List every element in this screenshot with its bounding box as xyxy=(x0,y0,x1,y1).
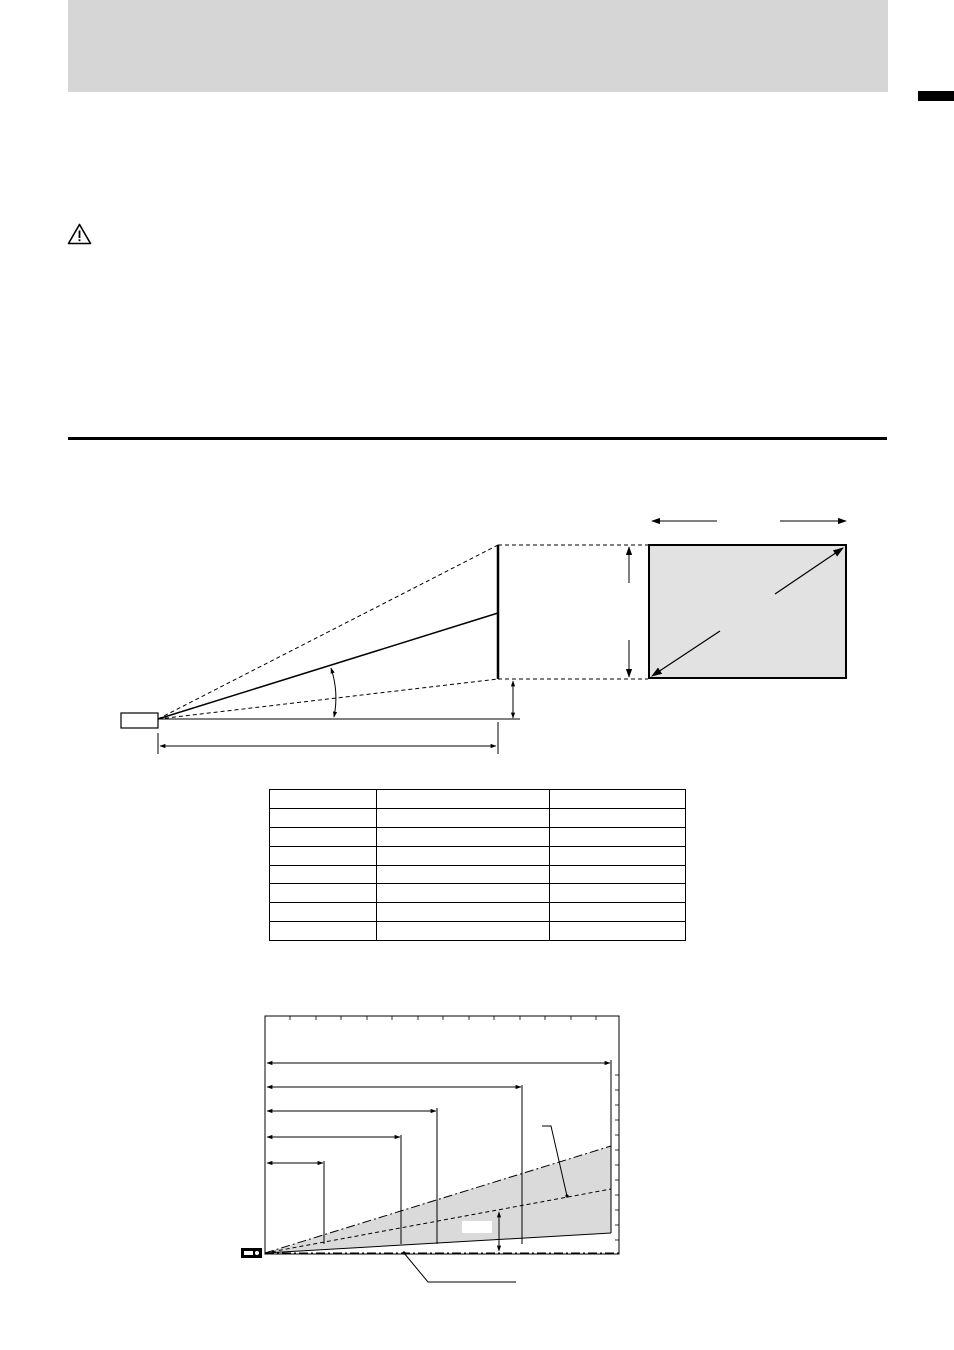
spec-table xyxy=(269,789,686,941)
projector-icon xyxy=(241,1248,262,1258)
table-row xyxy=(270,846,686,865)
table-cell xyxy=(270,790,377,809)
side-view-diagram xyxy=(121,545,648,754)
table-cell xyxy=(377,827,550,846)
table-cell xyxy=(550,808,686,827)
table-row xyxy=(270,827,686,846)
table-cell xyxy=(270,808,377,827)
projection-angle-arc xyxy=(331,668,336,717)
table-row xyxy=(270,922,686,941)
screen-front-view xyxy=(649,521,846,678)
table-cell xyxy=(377,846,550,865)
table-cell xyxy=(270,903,377,922)
table-row xyxy=(270,865,686,884)
table-cell xyxy=(377,922,550,941)
table-cell xyxy=(550,865,686,884)
table-cell xyxy=(270,846,377,865)
table-cell xyxy=(270,922,377,941)
chart-label-box xyxy=(462,1221,492,1233)
baseline-leader-dot xyxy=(402,1251,405,1254)
table-cell xyxy=(377,884,550,903)
table-row xyxy=(270,808,686,827)
table-cell xyxy=(270,884,377,903)
chart-right-ticks xyxy=(615,1075,619,1240)
baseline-leader xyxy=(404,1253,516,1282)
beam-center-line xyxy=(158,613,498,719)
center-line-leader-dot xyxy=(565,1194,568,1197)
table-cell xyxy=(550,846,686,865)
chart-top-ticks xyxy=(290,1016,596,1020)
table-row xyxy=(270,903,686,922)
table-cell xyxy=(550,790,686,809)
table-cell xyxy=(377,865,550,884)
table-cell xyxy=(550,884,686,903)
table-cell xyxy=(270,827,377,846)
table-cell xyxy=(377,903,550,922)
table-cell xyxy=(550,922,686,941)
table-cell xyxy=(377,790,550,809)
table-cell xyxy=(550,827,686,846)
table-row xyxy=(270,884,686,903)
table-row xyxy=(270,790,686,809)
table-cell xyxy=(270,865,377,884)
beam-bottom-edge xyxy=(158,679,498,719)
beam-top-edge xyxy=(158,545,498,719)
projector-box xyxy=(121,713,158,728)
table-cell xyxy=(377,808,550,827)
distance-chart xyxy=(241,1016,619,1282)
table-cell xyxy=(550,903,686,922)
